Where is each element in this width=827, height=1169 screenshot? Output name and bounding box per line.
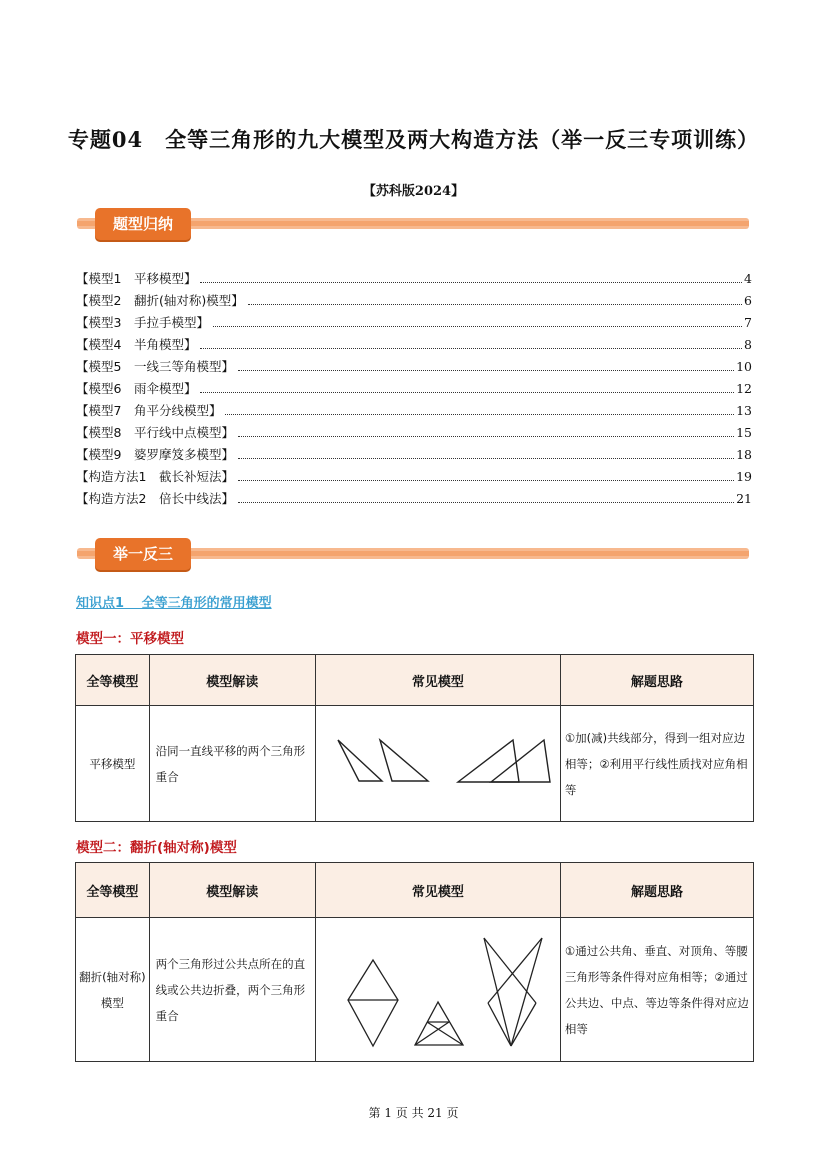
translation-figure xyxy=(316,706,560,818)
toc-item[interactable]: 【模型3 手拉手模型】 7 xyxy=(76,315,752,330)
page-footer: 第 1 页 共 21 页 xyxy=(368,1106,459,1120)
col-header: 解题思路 xyxy=(560,655,753,706)
section-banner-examples xyxy=(77,535,749,573)
model-description: 两个三角形过公共点所在的直线或公共边折叠，两个三角形重合 xyxy=(149,918,315,1062)
col-header: 模型解读 xyxy=(149,655,315,706)
translation-diagram xyxy=(315,706,560,822)
banner-label: 举一反三 xyxy=(95,538,191,570)
toc-item[interactable]: 【模型8 平行线中点模型】 15 xyxy=(76,425,752,440)
toc-item[interactable]: 【构造方法2 倍长中线法】 21 xyxy=(76,491,752,506)
fold-diagram xyxy=(315,918,560,1062)
page-title: 专题04 全等三角形的九大模型及两大构造方法（举一反三专项训练） xyxy=(67,127,760,152)
model2-heading: 模型二：翻折(轴对称)模型 xyxy=(76,840,237,856)
toc-item[interactable]: 【模型9 婆罗摩笈多模型】 18 xyxy=(76,447,752,462)
toc-item[interactable]: 【模型2 翻折(轴对称)模型】 6 xyxy=(76,293,752,308)
model-name: 平移模型 xyxy=(76,706,150,822)
model-name: 翻折(轴对称)模型 xyxy=(76,918,150,1062)
section-banner-categories xyxy=(77,205,749,243)
fold-figure xyxy=(316,918,560,1058)
banner-label: 题型归纳 xyxy=(95,208,191,240)
toc-item[interactable]: 【模型6 雨伞模型】 12 xyxy=(76,381,752,396)
model-description: 沿同一直线平移的两个三角形重合 xyxy=(149,706,315,822)
knowledge-point-link[interactable]: 知识点1 全等三角形的常用模型 xyxy=(76,596,272,611)
col-header: 常见模型 xyxy=(315,863,560,918)
toc-item[interactable]: 【模型7 角平分线模型】 13 xyxy=(76,403,752,418)
model2-table xyxy=(75,862,754,1062)
toc-item[interactable]: 【模型5 一线三等角模型】 10 xyxy=(76,359,752,374)
edition-label: 【苏科版2024】 xyxy=(362,184,465,199)
col-header: 模型解读 xyxy=(149,863,315,918)
col-header: 解题思路 xyxy=(560,863,753,918)
toc-item[interactable]: 【模型4 半角模型】 8 xyxy=(76,337,752,352)
col-header: 全等模型 xyxy=(76,863,150,918)
solution-approach: ①加(减)共线部分，得到一组对应边相等；②利用平行线性质找对应角相等 xyxy=(560,706,753,822)
col-header: 全等模型 xyxy=(76,655,150,706)
model1-table xyxy=(75,654,754,822)
toc-item[interactable]: 【模型1 平移模型】 4 xyxy=(76,271,752,286)
toc-item[interactable]: 【构造方法1 截长补短法】 19 xyxy=(76,469,752,484)
col-header: 常见模型 xyxy=(315,655,560,706)
table-of-contents xyxy=(76,268,752,510)
model1-heading: 模型一：平移模型 xyxy=(76,631,184,647)
solution-approach: ①通过公共角、垂直、对顶角、等腰三角形等条件得对应角相等；②通过公共边、中点、等边等条件得对应边相等 xyxy=(560,918,753,1062)
